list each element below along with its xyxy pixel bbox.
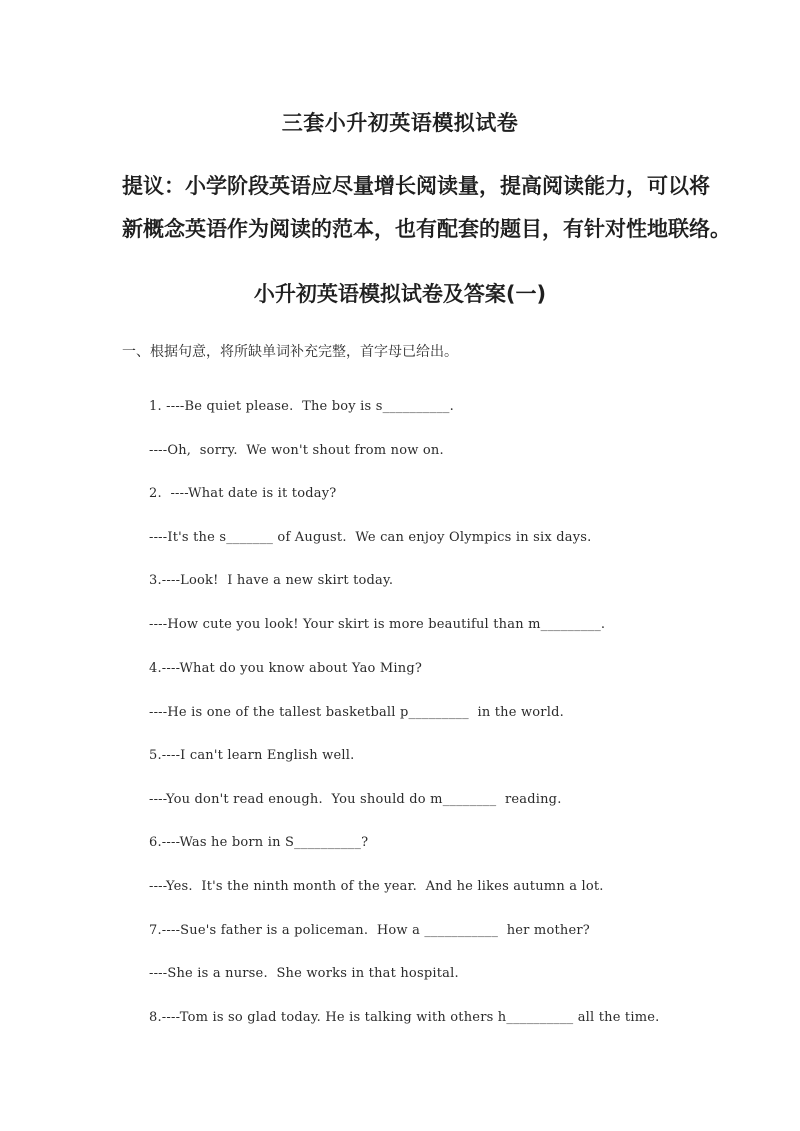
question-8-prompt: 8.----Tom is so glad today. He is talking with others h__________ all the time. (149, 1010, 660, 1025)
document-title: 三套小升初英语模拟试卷 (281, 111, 519, 135)
question-2-prompt: 2. ----What date is it today? (149, 486, 337, 501)
question-4-prompt: 4.----What do you know about Yao Ming? (149, 661, 423, 676)
exam-subtitle: 小升初英语模拟试卷及答案(一) (253, 282, 547, 306)
question-7-reply: ----She is a nurse. She works in that hospital. (149, 966, 459, 981)
question-4-reply: ----He is one of the tallest basketball p_________ in the world. (149, 705, 564, 720)
question-3-prompt: 3.----Look! I have a new skirt today. (149, 573, 394, 588)
question-6-prompt: 6.----Was he born in S__________? (149, 835, 369, 850)
question-5-reply: ----You don't read enough. You should do m________ reading. (149, 792, 562, 807)
question-1-reply: ----Oh, sorry. We won't shout from now on. (149, 443, 444, 458)
question-2-reply: ----It's the s_______ of August. We can enjoy Olympics in six days. (149, 530, 592, 545)
question-7-prompt: 7.----Sue's father is a policeman. How a ___________ her mother? (149, 923, 590, 938)
section-heading: 一、根据句意，将所缺单词补充完整，首字母已给出。 (122, 344, 458, 360)
suggestion-line-1: 提议：小学阶段英语应尽量增长阅读量，提高阅读能力，可以将 (122, 174, 710, 198)
question-5-prompt: 5.----I can't learn English well. (149, 748, 355, 763)
question-1-prompt: 1. ----Be quiet please. The boy is s__________. (149, 399, 454, 414)
suggestion-line-2: 新概念英语作为阅读的范本，也有配套的题目，有针对性地联络。 (122, 217, 731, 241)
question-3-reply: ----How cute you look! Your skirt is more beautiful than m_________. (149, 617, 606, 632)
question-6-reply: ----Yes. It's the ninth month of the year. And he likes autumn a lot. (149, 879, 604, 894)
